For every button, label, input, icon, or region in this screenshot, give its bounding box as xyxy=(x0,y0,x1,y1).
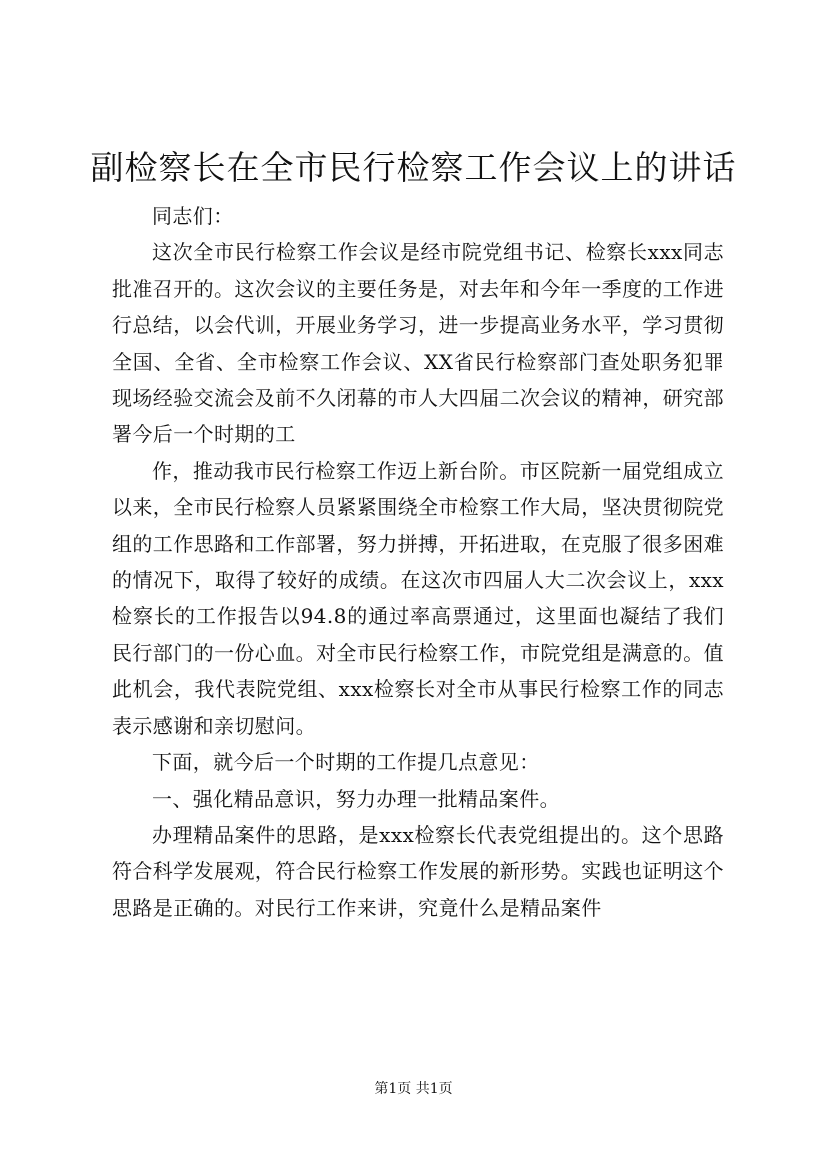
paragraph-salutation: 同志们： xyxy=(152,204,234,228)
document-title: 副检察长在全市民行检察工作会议上的讲话 xyxy=(90,148,737,187)
paragraph-quality-cases: 办理精品案件的思路，是xxx检察长代表党组提出的。这个思路符合科学发展观，符合民行检察工作发展的新形势。实践也证明这个思路是正确的。对民行工作来讲，究竟什么是精品案件 xyxy=(112,822,724,920)
paragraph-intro: 这次全市民行检察工作会议是经市院党组书记、检察长xxx同志批准召开的。这次会议的主要任务是，对去年和今年一季度的工作进行总结，以会代训，开展业务学习，进一步提高业务水平，学习贯彻全国、全省、全市检察工作会议、XX省民行检察部门查处职务犯罪现场经验交流会及前不久闭幕的市人大四届二次会议的精神，研究部署今后一个时期的工 xyxy=(112,240,724,447)
section-heading-1: 一、强化精品意识，努力办理一批精品案件。 xyxy=(152,786,560,811)
page-number: 第1页 共1页 xyxy=(374,1081,453,1097)
paragraph-transition: 下面，就今后一个时期的工作提几点意见： xyxy=(152,750,540,775)
document-body xyxy=(112,198,724,926)
paragraph-achievements: 作，推动我市民行检察工作迈上新台阶。市区院新一届党组成立以来，全市民行检察人员紧紧围绕全市检察工作大局，坚决贯彻院党组的工作思路和工作部署，努力拼搏，开拓进取，在克服了很多困难的情况下，取得了较好的成绩。在这次市四届人大二次会议上，xxx检察长的工作报告以94.8的通过率高票通过，这里面也凝结了我们民行部门的一份心血。对全市民行检察工作，市院党组是满意的。值此机会，我代表院党组、xxx检察长对全市从事民行检察工作的同志表示感谢和亲切慰问。 xyxy=(112,458,724,738)
